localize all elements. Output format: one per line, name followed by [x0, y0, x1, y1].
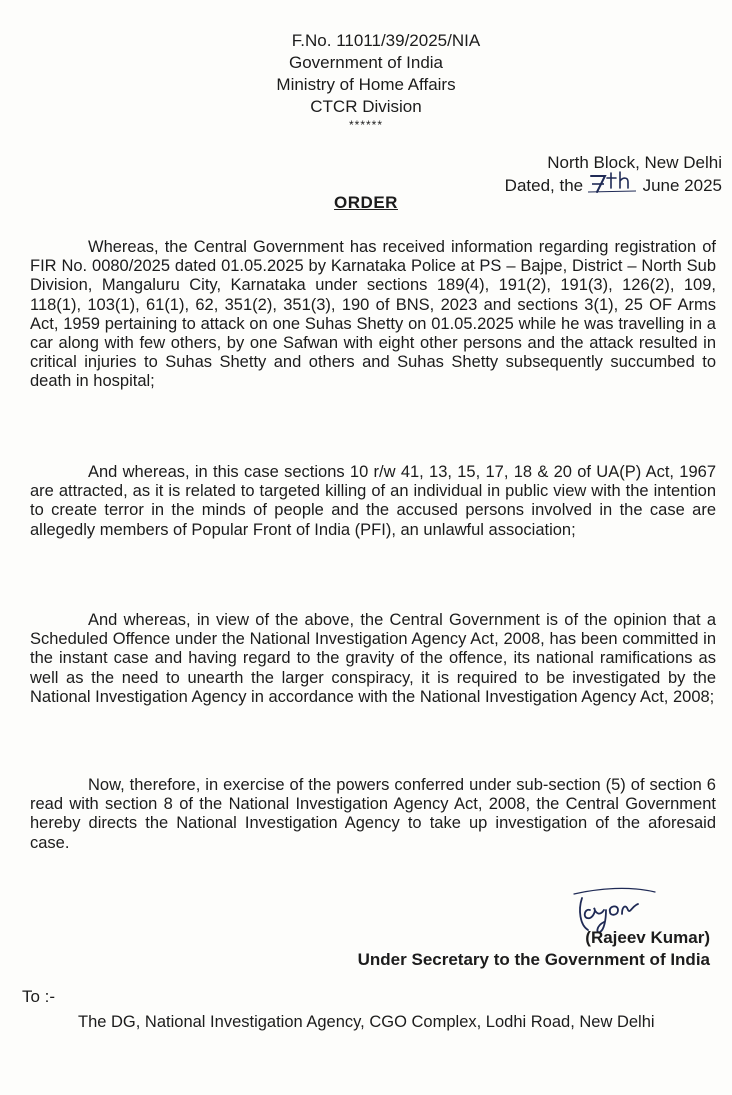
- file-number: F.No. 11011/39/2025/NIA: [291, 31, 481, 50]
- paragraph-now-therefore: [30, 776, 716, 853]
- letterhead: [0, 30, 732, 132]
- paragraph-text: And whereas, in this case sections 10 r/w 41, 13, 15, 17, 18 & 20 of UA(P) Act, 1967 are attracted, as it is related to targeted killing of an individual in public view with the intention to create terror in the minds of people and the accused persons involved in the case are allegedly members of Popular Front of India (PFI), an unlawful association;: [30, 463, 716, 539]
- ministry-name: Ministry of Home Affairs: [276, 75, 456, 94]
- paragraph-text: And whereas, in view of the above, the Central Government is of the opinion that a Scheduled Offence under the National Investigation Agency Act, 2008, has been committed in the instant case and having regard to the gravity of the offence, its national ramifications as well as the need to unearth the larger conspiracy, it is required to be investigated by the National Investigation Agency in accordance with the National Investigation Agency Act, 2008;: [30, 611, 716, 706]
- government-name: Government of India: [288, 53, 444, 72]
- signatory-name: (Rajeev Kumar): [585, 928, 710, 947]
- paragraph-text: Whereas, the Central Government has received information regarding registration of FIR No. 0080/2025 dated 01.05.2025 by Karnataka Police at PS – Bajpe, District – North Sub Division, Mangaluru City, Karnataka under sections 189(4), 191(2), 191(3), 126(2), 109, 118(1), 103(1), 61(1), 62, 351(2), 351(3), 190 of BNS, 2023 and sections 3(1), 25 OF Arms Act, 1959 pertaining to attack on one Suhas Shetty on 01.05.2025 while he was travelling in a car along with few others, by one Safwan with eight other persons and the attack resulted in critical injuries to Suhas Shetty and others and Suhas Shetty subsequently succumbed to death in hospital;: [30, 238, 716, 391]
- to-label: To :-: [22, 987, 56, 1006]
- signatory-designation: Under Secretary to the Government of India: [357, 950, 710, 969]
- paragraph-and-whereas-opinion: [30, 611, 716, 707]
- handwritten-date-day: [588, 174, 638, 194]
- recipient-address: The DG, National Investigation Agency, CGO Complex, Lodhi Road, New Delhi: [78, 1013, 655, 1031]
- paragraph-whereas: [30, 238, 716, 392]
- order-title: ORDER: [334, 193, 398, 212]
- paragraph-text: Now, therefore, in exercise of the powers conferred under sub-section (5) of section 6 read with section 8 of the National Investigation Agency Act, 2008, the Central Government hereby directs the National Investigation Agency to take up investigation of the aforesaid case.: [30, 776, 716, 852]
- place-and-date: [505, 152, 722, 197]
- dated-prefix: Dated, the: [504, 176, 584, 195]
- paragraph-and-whereas-sections: [30, 463, 716, 540]
- dated-suffix: June 2025: [642, 176, 722, 195]
- location: North Block, New Delhi: [547, 153, 722, 172]
- division-name: CTCR Division: [310, 97, 422, 116]
- separator-stars: ******: [348, 118, 384, 132]
